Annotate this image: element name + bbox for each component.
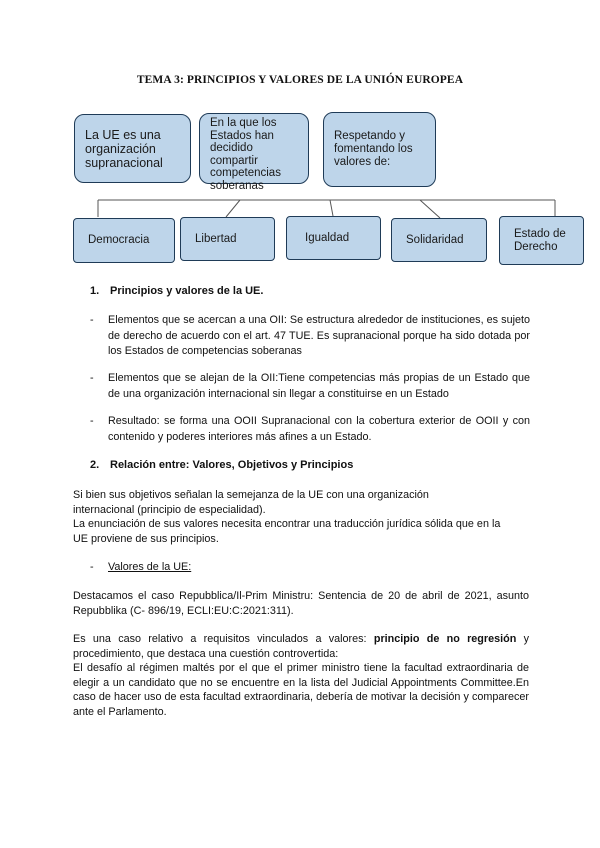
- list-item: - Elementos que se alejan de la OII:Tiene competencias más propias de un Estado que de una organización internacional sin llegar a constituirse en un Estado: [90, 372, 530, 400]
- page-title: TEMA 3: PRINCIPIOS Y VALORES DE LA UNIÓN EUROPEA: [136, 74, 464, 86]
- connector-3: [330, 200, 333, 216]
- list-item: - Resultado: se forma una OOII Supranacional con la cobertura exterior de OOII y con contenido y poderes interiores más afines a un Estado.: [90, 415, 530, 443]
- diagram-box-competencies: En la que los Estados han decidido compartir competencias soberanas: [199, 113, 309, 184]
- section-1-heading: 1. Principios y valores de la UE.: [90, 285, 264, 297]
- value-box-estado-de-derecho: Estado de Derecho: [499, 216, 584, 265]
- connector-4: [420, 200, 440, 218]
- paragraph-objectives: Si bien sus objetivos señalan la semejanza de la UE con una organización internacional (principio de especialidad). La enunciación de sus valores necesita encontrar una traducción jurídica sólida que en la UE proviene de sus principios.: [73, 489, 501, 545]
- value-box-solidaridad: Solidaridad: [391, 218, 487, 262]
- section-2-heading: 2. Relación entre: Valores, Objetivos y Principios: [90, 459, 354, 471]
- value-box-igualdad: Igualdad: [286, 216, 381, 260]
- value-box-libertad: Libertad: [180, 217, 275, 261]
- diagram-box-supranational: La UE es una organización supranacional: [74, 114, 191, 183]
- value-box-democracia: Democracia: [73, 218, 175, 263]
- paragraph-case: Destacamos el caso Repubblica/Il-Prim Ministru: Sentencia de 20 de abril de 2021, asunto Repubblika (C- 896/19, ECLI:EU:C:2021:311).: [73, 590, 529, 617]
- diagram-box-values: Respetando y fomentando los valores de:: [323, 112, 436, 187]
- list-item: - Elementos que se acercan a una OII: Se estructura alrededor de instituciones, es sujeto de derecho de acuerdo con el art. 47 TUE. Es supranacional porque ha sido dotada por los Estados de competencias soberanas: [90, 314, 530, 357]
- paragraph-challenge: El desafío al régimen maltés por el que el primer ministro tiene la facultad extraordinaria de elegir a un candidato que no se encuentre en la lista del Judicial Appointments Committee.En caso de hacer uso de esta facultad extraordinaria, debería de motivar la decisión y comparecer ante el Parlamento.: [73, 662, 529, 718]
- paragraph-requirements: Es una caso relativo a requisitos vinculados a valores: principio de no regresión y procedimiento, que destaca una cuestión controvertida:: [73, 633, 529, 660]
- subitem-values: - Valores de la UE:: [90, 561, 192, 573]
- connector-2: [226, 200, 240, 217]
